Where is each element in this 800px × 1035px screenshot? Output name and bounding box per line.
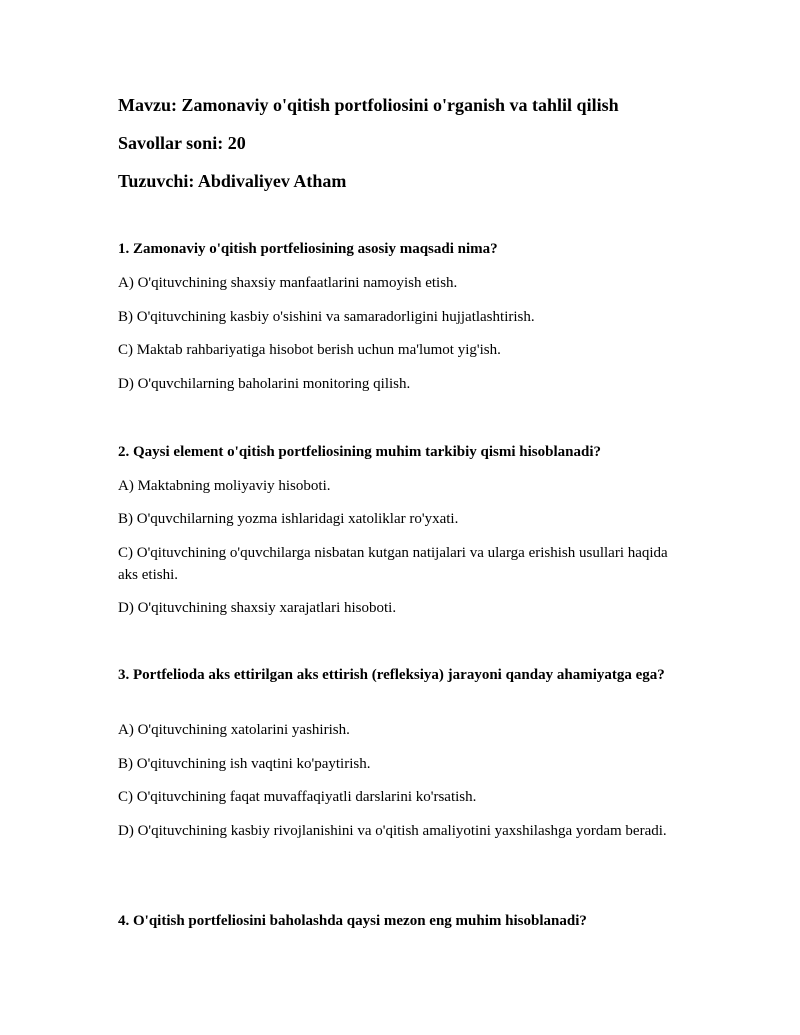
question-1-option-a: A) O'qituvchining shaxsiy manfaatlarini namoyish etish. (118, 275, 458, 291)
question-2-option-c: C) O'qituvchining o'quvchilarga nisbatan kutgan natijalari va ularga erishish usullari haqida aks etishi. (118, 545, 668, 583)
question-2-option-d: D) O'qituvchining shaxsiy xarajatlari hisoboti. (118, 600, 397, 616)
author-heading: Tuzuvchi: Abdivaliyev Atham (118, 171, 347, 191)
question-count-heading: Savollar soni: 20 (118, 133, 246, 153)
question-3-option-a: A) O'qituvchining xatolarini yashirish. (118, 722, 350, 738)
question-3-option-d: D) O'qituvchining kasbiy rivojlanishini va o'qitish amaliyotini yaxshilashga yordam beradi. (118, 823, 667, 839)
question-1-title: 1. Zamonaviy o'qitish portfeliosining asosiy maqsadi nima? (118, 241, 498, 257)
question-1-option-b: B) O'qituvchining kasbiy o'sishini va samaradorligini hujjatlashtirish. (118, 309, 535, 325)
question-3-option-b: B) O'qituvchining ish vaqtini ko'paytirish. (118, 756, 371, 772)
question-3-title: 3. Portfelioda aks ettirilgan aks ettirish (refleksiya) jarayoni qanday ahamiyatga ega? (118, 667, 665, 683)
question-1-option-d: D) O'quvchilarning baholarini monitoring qilish. (118, 376, 411, 392)
question-2-title: 2. Qaysi element o'qitish portfeliosining muhim tarkibiy qismi hisoblanadi? (118, 444, 601, 460)
question-2-option-b: B) O'quvchilarning yozma ishlaridagi xatoliklar ro'yxati. (118, 511, 459, 527)
question-3-option-c: C) O'qituvchining faqat muvaffaqiyatli darslarini ko'rsatish. (118, 789, 477, 805)
question-1-option-c: C) Maktab rahbariyatiga hisobot berish uchun ma'lumot yig'ish. (118, 342, 501, 358)
question-4-title: 4. O'qitish portfeliosini baholashda qaysi mezon eng muhim hisoblanadi? (118, 913, 587, 929)
topic-heading: Mavzu: Zamonaviy o'qitish portfoliosini o'rganish va tahlil qilish (118, 95, 619, 115)
question-2-option-a: A) Maktabning moliyaviy hisoboti. (118, 478, 331, 494)
